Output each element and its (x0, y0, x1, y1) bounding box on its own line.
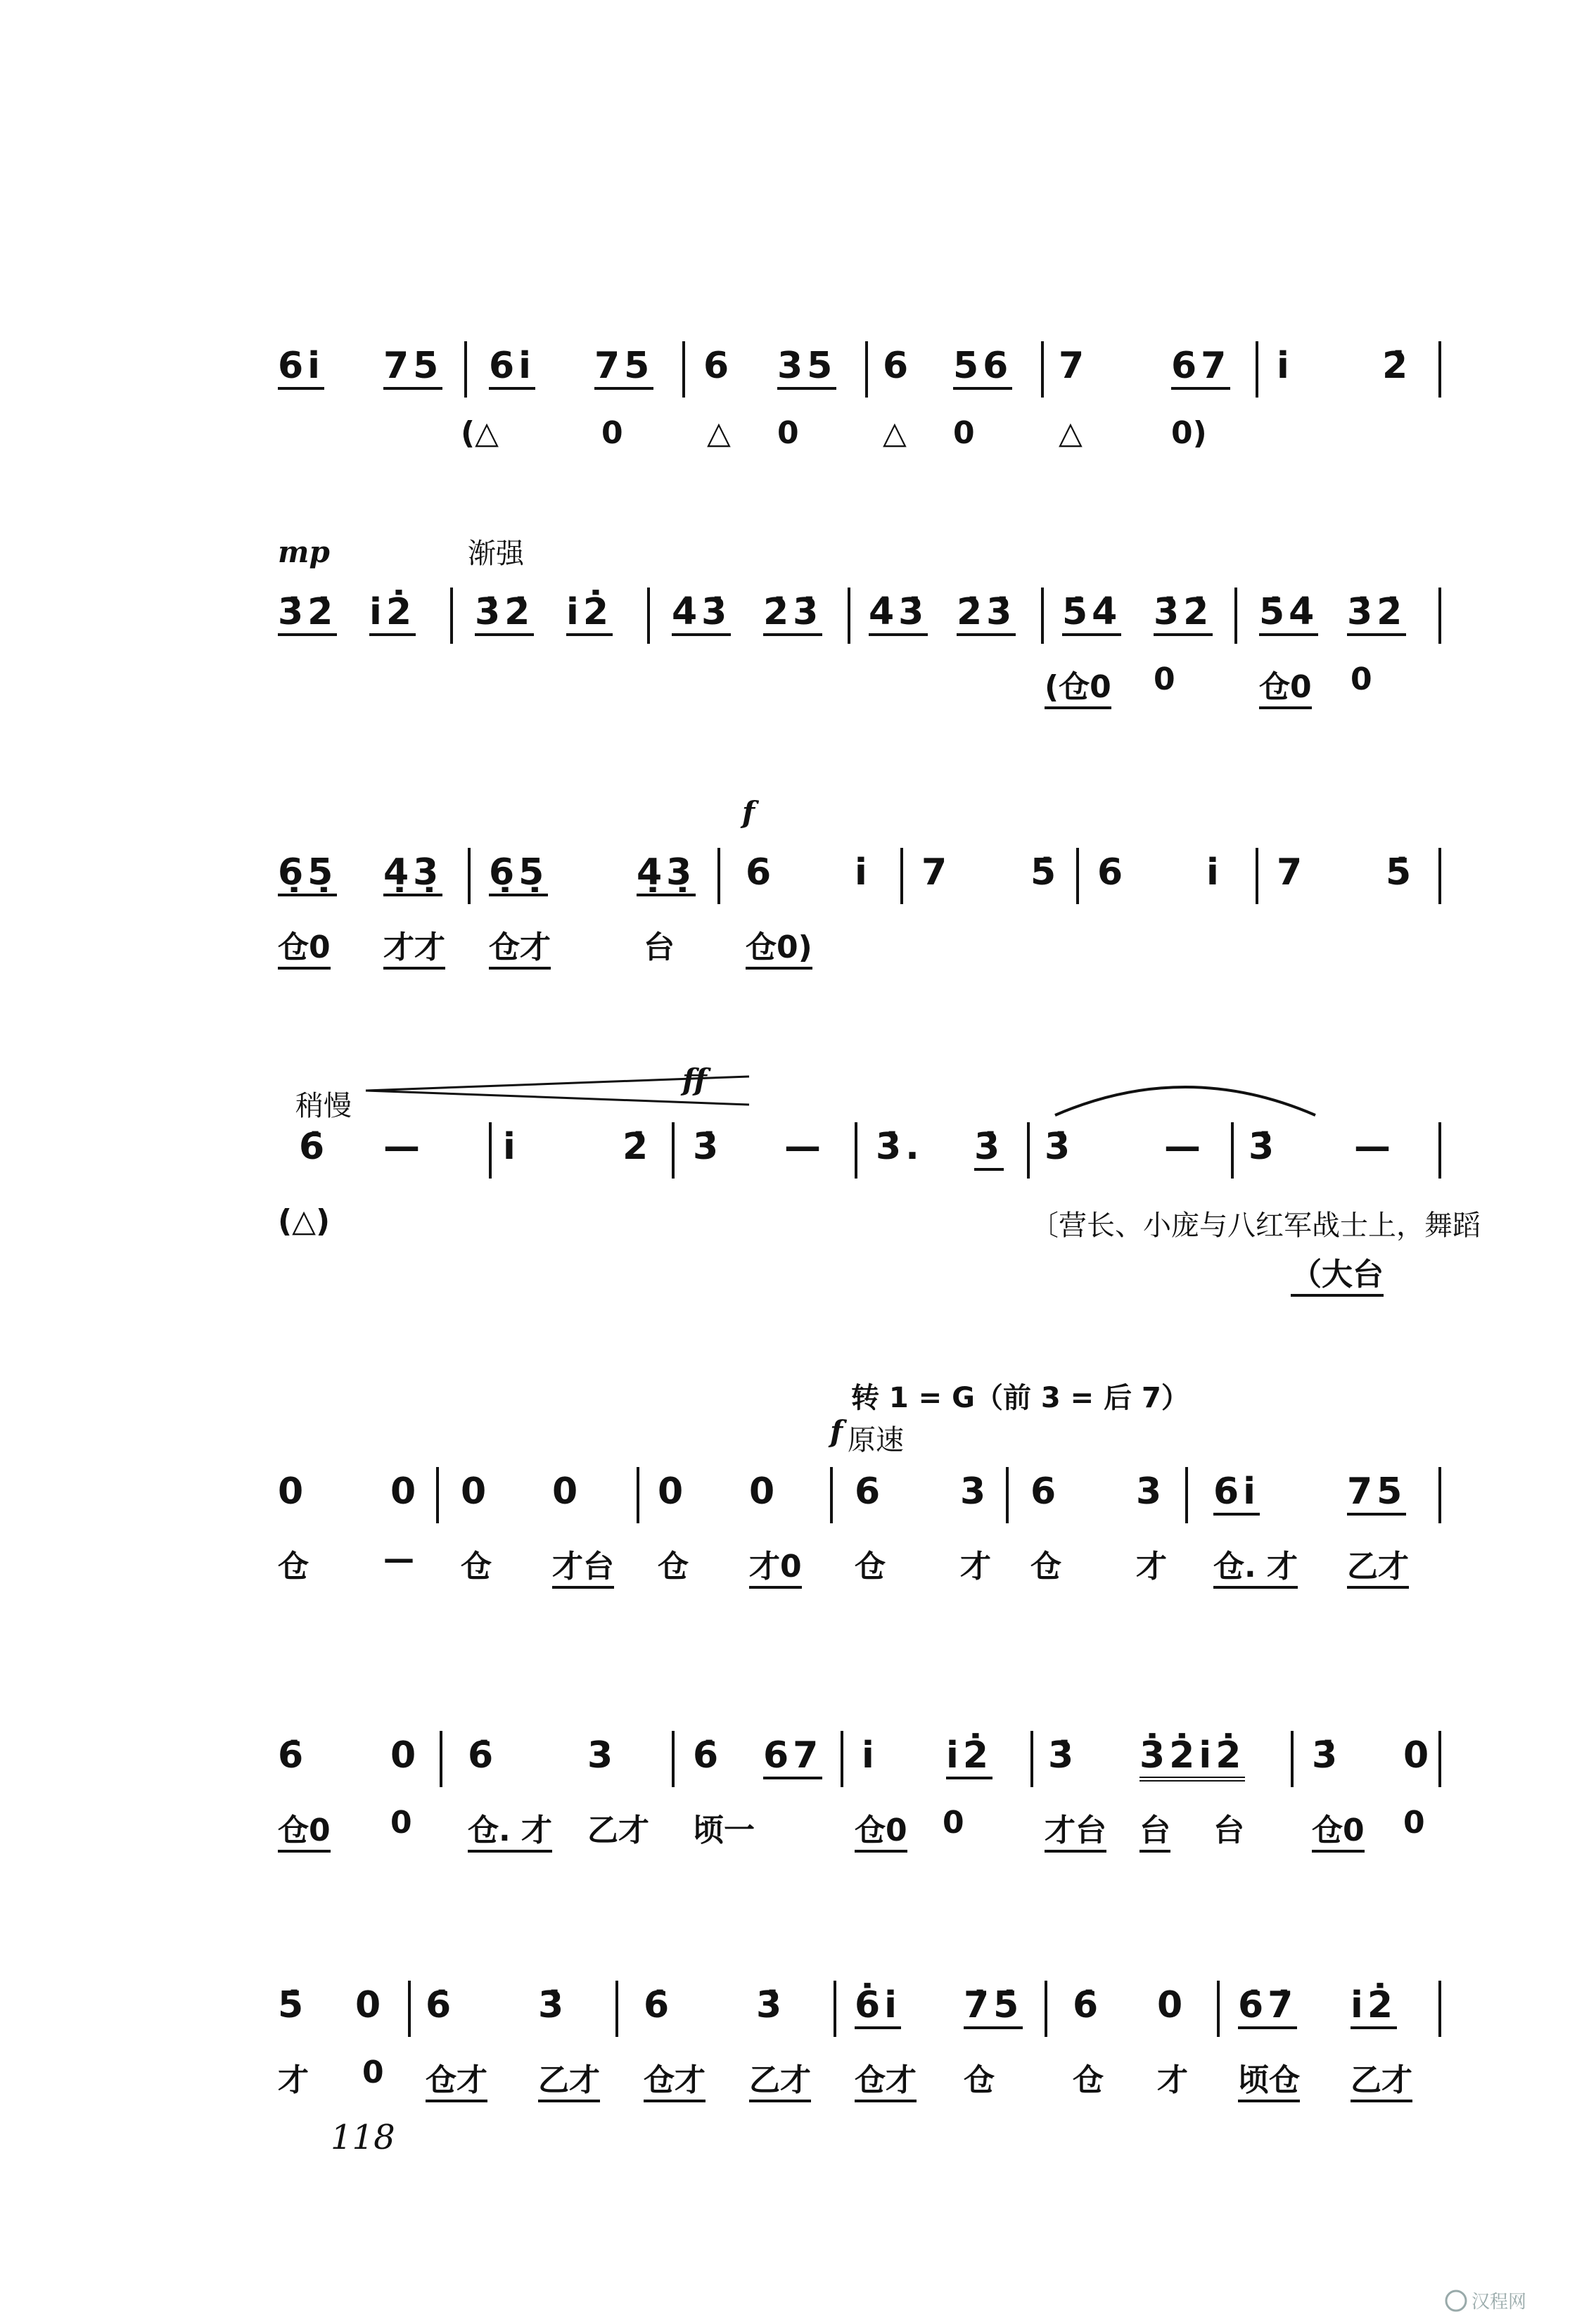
note: 0 (658, 1471, 688, 1513)
perc-syllable: 仓0 (278, 1805, 331, 1853)
note: 6̣5̣ (489, 851, 548, 896)
note: 6̇ (693, 1734, 723, 1777)
perc-syllable: 顷一 (693, 1812, 755, 1848)
note: 6̇ (426, 1984, 456, 2026)
perc-syllable: 仓才 (644, 2055, 706, 2102)
note: 3̇2̇ (1154, 591, 1213, 636)
note: 6 (1030, 1471, 1061, 1513)
note: i̇ (855, 851, 872, 894)
perc-syllable: 顷仓 (1238, 2055, 1300, 2102)
note: 6̇ (644, 1984, 674, 2026)
percussion-row (278, 922, 1438, 978)
note: i̇2̇ (566, 591, 613, 636)
note: — (383, 1126, 424, 1168)
note: 75 (594, 345, 653, 390)
perc-syllable: (仓0 (1045, 661, 1111, 709)
note: 35 (777, 345, 836, 390)
note: 6 (883, 345, 913, 387)
perc-syllable: 仓0 (855, 1805, 907, 1853)
bar-line (647, 588, 650, 644)
note: i̇ (1277, 345, 1294, 387)
perc-syllable: 仓才 (426, 2055, 487, 2102)
dynamic-mp: mp (278, 535, 330, 569)
note: 7 (1059, 345, 1089, 387)
note: 2̇3̇ (763, 591, 822, 636)
note: 5̇ (278, 1984, 308, 2026)
bar-line (436, 1467, 439, 1523)
note: 0 (461, 1471, 491, 1513)
perc-syllable: 0 (943, 1805, 964, 1841)
note: 3̇ (974, 1126, 1004, 1171)
note: i̇ (503, 1126, 520, 1168)
note: 4̇3̇ (672, 591, 731, 636)
note: 6i̇ (1213, 1471, 1260, 1516)
note: 0 (1157, 1984, 1187, 2026)
bar-line (1027, 1122, 1030, 1179)
note: 3̇2̇ (1347, 591, 1406, 636)
bar-line (900, 848, 903, 904)
bar-line (1438, 1731, 1441, 1787)
perc-syllable: 乙才 (1351, 2055, 1412, 2102)
perc-syllable: 台 (644, 929, 675, 965)
bar-line (1041, 588, 1044, 644)
bar-line (440, 1731, 442, 1787)
note: 4̣3̣ (383, 851, 442, 896)
key-change: 转 1 = G（前 3 = 后 7） (851, 1382, 1189, 1414)
bar-line (468, 848, 471, 904)
perc-syllable: 乙才 (749, 2055, 811, 2102)
bar-line (450, 588, 453, 644)
dynamic-f: f (830, 1414, 843, 1449)
bar-line (1438, 1981, 1441, 2037)
bar-line (1234, 588, 1237, 644)
watermark-logo-icon (1442, 2287, 1583, 2315)
note: 0 (355, 1984, 385, 2026)
tempo-mark: 稍慢 (295, 1090, 352, 1122)
bar-line (1041, 341, 1044, 398)
bar-line (1045, 1981, 1047, 2037)
perc-syllable: （大台 (1291, 1249, 1384, 1297)
perc-syllable: 仓0 (278, 922, 331, 970)
perc-syllable: 仓才 (489, 922, 551, 970)
perc-syllable: △ (707, 415, 731, 451)
note: 67 (763, 1734, 822, 1779)
bar-line (841, 1731, 843, 1787)
note: i̇ (862, 1734, 879, 1777)
perc-syllable: △ (1059, 415, 1083, 451)
perc-syllable: 0 (601, 415, 623, 451)
perc-syllable: 乙才 (1347, 1541, 1409, 1589)
perc-syllable: 0 (1351, 661, 1372, 697)
perc-syllable: 才 (1157, 2062, 1188, 2098)
perc-syllable: (△) (278, 1203, 331, 1239)
bar-line (1030, 1731, 1033, 1787)
bar-line (682, 341, 685, 398)
bar-line (637, 1467, 639, 1523)
note: 6̣5̣ (278, 851, 337, 896)
note: 2̇ (623, 1126, 653, 1168)
bar-line (1185, 1467, 1188, 1523)
note: 5̇ (1030, 851, 1061, 894)
perc-syllable: 仓才 (855, 2055, 917, 2102)
note: 6 (855, 1471, 885, 1513)
note: 6 (1097, 851, 1128, 894)
note: 0 (390, 1734, 421, 1777)
perc-syllable: 仓 (658, 1549, 689, 1585)
perc-syllable: 才0 (749, 1541, 802, 1589)
note: 3̇ (538, 1984, 568, 2026)
perc-syllable: 仓. 才 (1213, 1541, 1298, 1589)
note: 0 (749, 1471, 779, 1513)
note: 5̇4̇ (1259, 591, 1318, 636)
note: i̇2̇ (369, 591, 416, 636)
note: 3̇2̇ (278, 591, 337, 636)
note: 7 (1277, 851, 1307, 894)
bar-line (1438, 588, 1441, 644)
note: 3̇ (1045, 1126, 1075, 1168)
perc-syllable: 仓 (278, 1549, 309, 1585)
perc-syllable: 乙才 (587, 1812, 649, 1848)
notes-row (278, 1126, 1438, 1182)
perc-syllable: (△ (461, 415, 499, 451)
notes-row (278, 345, 1438, 401)
perc-syllable: 才 (278, 2062, 309, 2098)
perc-syllable: 仓. 才 (468, 1805, 552, 1853)
bar-line (717, 848, 720, 904)
notes-row (278, 1471, 1438, 1527)
perc-syllable: 台 (1213, 1812, 1244, 1848)
note: 0 (1403, 1734, 1434, 1777)
perc-syllable: 0) (1171, 415, 1207, 451)
tempo-mark: 原速 (848, 1424, 904, 1456)
note: 2̇3̇ (957, 591, 1016, 636)
slur-arc (1052, 1073, 1319, 1122)
note: 0 (390, 1471, 421, 1513)
notes-row (278, 1984, 1438, 2040)
bar-line (1256, 848, 1258, 904)
bar-line (1231, 1122, 1234, 1179)
percussion-row (278, 415, 1438, 471)
perc-syllable: 才才 (383, 922, 445, 970)
note: 6̇ (1073, 1984, 1103, 2026)
perc-syllable: 乙才 (538, 2055, 600, 2102)
note: 3̇ (1312, 1734, 1342, 1777)
perc-syllable: 仓0) (746, 922, 812, 970)
perc-syllable: 仓 (1030, 1549, 1061, 1585)
dynamic-f: f (742, 795, 755, 830)
perc-syllable: 仓 (1073, 2062, 1104, 2098)
perc-syllable: — (383, 1541, 414, 1577)
bar-line (830, 1467, 833, 1523)
page-number: 118 (331, 2118, 395, 2157)
perc-syllable: 0 (1154, 661, 1175, 697)
notes-row (278, 851, 1438, 908)
bar-line (1076, 848, 1079, 904)
bar-line (865, 341, 868, 398)
note: 3 (960, 1471, 990, 1513)
bar-line (408, 1981, 411, 2037)
perc-syllable: 才台 (552, 1541, 614, 1589)
stage-direction: 〔营长、小庞与八红军战士上，舞蹈 (1030, 1209, 1481, 1242)
note: 0 (552, 1471, 582, 1513)
bar-line (1291, 1731, 1294, 1787)
note: 6̇ (468, 1734, 498, 1777)
percussion-row (278, 1541, 1438, 1597)
svg-text:汉程网: 汉程网 (1471, 2292, 1527, 2313)
notes-row (278, 1734, 1438, 1791)
perc-syllable: 仓0 (1312, 1805, 1365, 1853)
note: 5̇4̇ (1062, 591, 1121, 636)
bar-line (615, 1981, 618, 2037)
note: 6̇ (299, 1126, 329, 1168)
perc-syllable: 0 (362, 2055, 384, 2090)
note: 3̇ (693, 1126, 723, 1168)
note: 7 (921, 851, 952, 894)
bar-line (834, 1981, 836, 2037)
bar-line (1438, 848, 1441, 904)
bar-line (1438, 1467, 1441, 1523)
note: 3̇ (756, 1984, 786, 2026)
perc-syllable: 仓 (964, 2062, 995, 2098)
note: 6i̇ (489, 345, 535, 390)
note: 2̇ (1382, 345, 1412, 387)
note: 3̇ (1249, 1126, 1279, 1168)
dynamic-ff: ff (682, 1062, 707, 1097)
note: 4̣3̣ (637, 851, 696, 896)
percussion-row (278, 1805, 1438, 1861)
note: 67 (1171, 345, 1230, 390)
perc-syllable: 仓 (855, 1549, 886, 1585)
note: 4̇3̇ (869, 591, 928, 636)
note: 3̇. (876, 1126, 924, 1168)
perc-syllable: 才台 (1045, 1805, 1106, 1853)
percussion-row (278, 2055, 1438, 2111)
bar-line (1217, 1981, 1220, 2037)
note: 3 (587, 1734, 618, 1777)
note: 3̇2̇ (475, 591, 534, 636)
note: 6̇7̇ (1238, 1984, 1297, 2029)
perc-syllable: 0 (1403, 1805, 1425, 1841)
note: 0 (278, 1471, 308, 1513)
note: 3̇ (1048, 1734, 1078, 1777)
note: 3̇2̇i̇2̇ (1139, 1734, 1245, 1782)
note: — (784, 1126, 825, 1168)
note: 7̇5̇ (964, 1984, 1023, 2029)
perc-syllable: 仓0 (1259, 661, 1312, 709)
bar-line (489, 1122, 492, 1179)
perc-syllable: △ (883, 415, 907, 451)
bar-line (848, 588, 850, 644)
bar-line (1006, 1467, 1009, 1523)
percussion-row (278, 661, 1438, 718)
perc-syllable: 0 (953, 415, 975, 451)
perc-syllable: 才 (1136, 1549, 1167, 1585)
perc-syllable: 才 (960, 1549, 991, 1585)
bar-line (1256, 341, 1258, 398)
note: — (1164, 1126, 1205, 1168)
note: 6̇ (278, 1734, 308, 1777)
bar-line (1438, 341, 1441, 398)
perc-syllable: 0 (390, 1805, 412, 1841)
note: 3 (1136, 1471, 1166, 1513)
note: — (1354, 1126, 1395, 1168)
note: 6i̇ (278, 345, 324, 390)
bar-line (855, 1122, 857, 1179)
note: i̇2̇ (946, 1734, 992, 1779)
note: 6̇i̇ (855, 1984, 901, 2029)
bar-line (1438, 1122, 1441, 1179)
note: 56 (953, 345, 1012, 390)
note: i̇2̇ (1351, 1984, 1397, 2029)
note: 5̇ (1386, 851, 1416, 894)
bar-line (672, 1122, 675, 1179)
note: 6 (746, 851, 776, 894)
perc-syllable: 台 (1139, 1805, 1170, 1853)
perc-syllable: 仓 (461, 1549, 492, 1585)
perc-syllable: 0 (777, 415, 799, 451)
bar-line (464, 341, 467, 398)
bar-line (672, 1731, 675, 1787)
note: 6 (703, 345, 734, 387)
cresc-mark: 渐强 (468, 538, 524, 570)
note: i̇ (1206, 851, 1223, 894)
note: 75 (1347, 1471, 1406, 1516)
note: 75 (383, 345, 442, 390)
